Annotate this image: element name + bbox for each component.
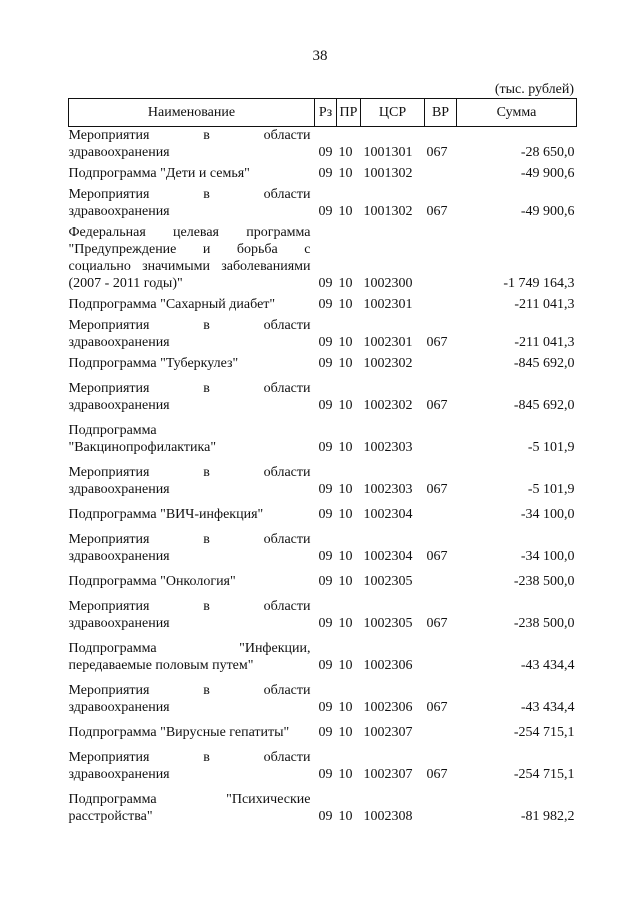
row-csr: 1002306 xyxy=(363,658,413,673)
row-sum: -34 100,0 xyxy=(520,507,575,522)
row-name-line: Подпрограмма "ВИЧ-инфекция" xyxy=(68,507,264,522)
row-csr: 1002305 xyxy=(363,574,413,589)
row-name-line: здравоохранения xyxy=(68,204,170,219)
row-name-line: Подпрограмма "Вирусные гепатиты" xyxy=(68,725,290,740)
row-name-line: Мероприятия в области xyxy=(68,381,311,396)
units-label: (тыс. рублей) xyxy=(494,82,574,97)
row-name-line: Мероприятия в области xyxy=(68,187,311,202)
row-pr: 10 xyxy=(338,700,353,715)
row-name xyxy=(69,161,315,182)
row-rz: 09 xyxy=(318,440,333,455)
row-pr: 10 xyxy=(338,145,353,160)
table-body xyxy=(69,127,577,826)
row-name-line: Подпрограмма xyxy=(68,423,157,438)
row-name xyxy=(69,292,315,313)
row-name-line: "Предупреждение и борьба с xyxy=(68,242,311,257)
header-csr: ЦСР xyxy=(361,99,425,127)
table-row xyxy=(69,741,577,783)
row-name-line: Федеральная целевая программа xyxy=(68,225,311,240)
row-pr: 10 xyxy=(338,398,353,413)
table-row xyxy=(69,161,577,182)
row-vr xyxy=(425,161,457,182)
row-csr: 1002302 xyxy=(363,356,413,371)
row-csr: 1002303 xyxy=(363,440,413,455)
row-sum: -5 101,9 xyxy=(527,482,575,497)
header-vr: ВР xyxy=(425,99,457,127)
row-name-line: передаваемые половым путем" xyxy=(68,658,254,673)
row-vr: 067 xyxy=(426,549,448,564)
row-name xyxy=(69,523,315,565)
row-sum: -81 982,2 xyxy=(520,809,575,824)
row-csr: 1002305 xyxy=(363,616,413,631)
page-number: 38 xyxy=(312,48,328,64)
row-name xyxy=(69,716,315,741)
row-rz: 09 xyxy=(318,658,333,673)
row-sum: -49 900,6 xyxy=(520,166,575,181)
table-row xyxy=(69,523,577,565)
row-pr: 10 xyxy=(338,440,353,455)
row-name-line: Мероприятия в области xyxy=(68,128,311,143)
table-row xyxy=(69,372,577,414)
table-row xyxy=(69,351,577,372)
row-pr: 10 xyxy=(338,809,353,824)
row-vr: 067 xyxy=(426,398,448,413)
row-vr xyxy=(425,351,457,372)
row-rz: 09 xyxy=(318,574,333,589)
table-row xyxy=(69,716,577,741)
header-pr: ПР xyxy=(337,99,361,127)
row-pr: 10 xyxy=(338,356,353,371)
row-name-line: Мероприятия в области xyxy=(68,599,311,614)
row-csr: 1002304 xyxy=(363,507,413,522)
row-csr: 1002306 xyxy=(363,700,413,715)
row-name xyxy=(69,456,315,498)
row-name-line: Мероприятия в области xyxy=(68,318,311,333)
row-name-line: Подпрограмма "Туберкулез" xyxy=(68,356,239,371)
row-vr xyxy=(425,565,457,590)
row-name-line: здравоохранения xyxy=(68,767,170,782)
row-sum: -845 692,0 xyxy=(513,356,575,371)
row-sum: -211 041,3 xyxy=(514,297,575,312)
row-rz: 09 xyxy=(318,616,333,631)
row-name-line: здравоохранения xyxy=(68,549,170,564)
row-rz: 09 xyxy=(318,204,333,219)
budget-table xyxy=(68,98,577,825)
row-name-line: здравоохранения xyxy=(68,145,170,160)
row-csr: 1002302 xyxy=(363,398,413,413)
row-name xyxy=(69,783,315,825)
row-rz: 09 xyxy=(318,809,333,824)
table-row xyxy=(69,182,577,220)
row-sum: -1 749 164,3 xyxy=(503,276,575,291)
row-name-line: расстройства" xyxy=(68,809,153,824)
row-sum: -254 715,1 xyxy=(513,767,575,782)
row-rz: 09 xyxy=(318,700,333,715)
table-row xyxy=(69,674,577,716)
row-name-line: Мероприятия в области xyxy=(68,465,311,480)
table-row xyxy=(69,313,577,351)
row-rz: 09 xyxy=(318,482,333,497)
row-pr: 10 xyxy=(338,725,353,740)
row-vr xyxy=(425,632,457,674)
row-name-line: здравоохранения xyxy=(68,616,170,631)
row-pr: 10 xyxy=(338,166,353,181)
table-row xyxy=(69,456,577,498)
row-vr: 067 xyxy=(426,616,448,631)
row-sum: -34 100,0 xyxy=(520,549,575,564)
row-rz: 09 xyxy=(318,166,333,181)
row-sum: -28 650,0 xyxy=(520,145,575,160)
row-vr: 067 xyxy=(426,204,448,219)
row-pr: 10 xyxy=(338,658,353,673)
row-vr xyxy=(425,783,457,825)
row-vr: 067 xyxy=(426,145,448,160)
row-name xyxy=(69,220,315,292)
row-sum: -49 900,6 xyxy=(520,204,575,219)
row-sum: -238 500,0 xyxy=(513,574,575,589)
row-rz: 09 xyxy=(318,145,333,160)
row-csr: 1001301 xyxy=(363,145,413,160)
table-row xyxy=(69,127,577,162)
row-rz: 09 xyxy=(318,297,333,312)
table-row xyxy=(69,590,577,632)
row-rz: 09 xyxy=(318,507,333,522)
row-name xyxy=(69,313,315,351)
table-row xyxy=(69,292,577,313)
row-pr: 10 xyxy=(338,204,353,219)
row-vr: 067 xyxy=(426,482,448,497)
header-name: Наименование xyxy=(69,99,315,127)
row-pr: 10 xyxy=(338,482,353,497)
row-csr: 1002307 xyxy=(363,767,413,782)
row-name xyxy=(69,182,315,220)
row-csr: 1002301 xyxy=(363,335,413,350)
row-sum: -238 500,0 xyxy=(513,616,575,631)
row-name-line: (2007 - 2011 годы)" xyxy=(68,276,183,291)
row-vr: 067 xyxy=(426,335,448,350)
row-name xyxy=(69,674,315,716)
row-csr: 1002303 xyxy=(363,482,413,497)
row-pr: 10 xyxy=(338,507,353,522)
row-sum: -254 715,1 xyxy=(513,725,575,740)
row-vr xyxy=(425,292,457,313)
header-rz: Рз xyxy=(315,99,337,127)
row-rz: 09 xyxy=(318,549,333,564)
row-csr: 1002307 xyxy=(363,725,413,740)
row-csr: 1002308 xyxy=(363,809,413,824)
header-sum: Сумма xyxy=(457,99,577,127)
row-pr: 10 xyxy=(338,335,353,350)
row-rz: 09 xyxy=(318,398,333,413)
row-sum: -211 041,3 xyxy=(514,335,575,350)
row-csr: 1002300 xyxy=(363,276,413,291)
row-rz: 09 xyxy=(318,356,333,371)
row-vr xyxy=(425,414,457,456)
row-sum: -5 101,9 xyxy=(527,440,575,455)
row-name-line: Мероприятия в области xyxy=(68,532,311,547)
row-name-line: здравоохранения xyxy=(68,482,170,497)
row-sum: -845 692,0 xyxy=(513,398,575,413)
row-name xyxy=(69,590,315,632)
row-rz: 09 xyxy=(318,335,333,350)
table-row xyxy=(69,498,577,523)
row-pr: 10 xyxy=(338,297,353,312)
row-name-line: Подпрограмма "Сахарный диабет" xyxy=(68,297,276,312)
table-header-row xyxy=(69,99,577,127)
row-pr: 10 xyxy=(338,616,353,631)
row-name xyxy=(69,565,315,590)
row-name xyxy=(69,372,315,414)
table-row xyxy=(69,220,577,292)
row-pr: 10 xyxy=(338,767,353,782)
table-row xyxy=(69,565,577,590)
row-rz: 09 xyxy=(318,276,333,291)
row-csr: 1001302 xyxy=(363,166,413,181)
row-sum: -43 434,4 xyxy=(520,658,575,673)
row-vr xyxy=(425,220,457,292)
row-pr: 10 xyxy=(338,276,353,291)
row-name xyxy=(69,741,315,783)
row-pr: 10 xyxy=(338,549,353,564)
row-name xyxy=(69,498,315,523)
row-pr: 10 xyxy=(338,574,353,589)
row-name xyxy=(69,351,315,372)
row-name-line: Подпрограмма "Психические xyxy=(68,792,311,807)
row-name-line: здравоохранения xyxy=(68,700,170,715)
row-name-line: Мероприятия в области xyxy=(68,750,311,765)
row-vr: 067 xyxy=(426,700,448,715)
row-name-line: здравоохранения xyxy=(68,398,170,413)
table-row xyxy=(69,632,577,674)
row-name-line: "Вакцинопрофилактика" xyxy=(68,440,217,455)
row-name-line: здравоохранения xyxy=(68,335,170,350)
row-vr xyxy=(425,498,457,523)
row-csr: 1001302 xyxy=(363,204,413,219)
row-name xyxy=(69,632,315,674)
row-name-line: Подпрограмма "Инфекции, xyxy=(68,641,311,656)
row-name-line: социально значимыми заболеваниями xyxy=(68,259,311,274)
row-name-line: Мероприятия в области xyxy=(68,683,311,698)
table-row xyxy=(69,783,577,825)
row-name xyxy=(69,127,315,162)
row-vr xyxy=(425,716,457,741)
row-name-line: Подпрограмма "Онкология" xyxy=(68,574,236,589)
row-vr: 067 xyxy=(426,767,448,782)
row-sum: -43 434,4 xyxy=(520,700,575,715)
table-row xyxy=(69,414,577,456)
row-rz: 09 xyxy=(318,725,333,740)
row-rz: 09 xyxy=(318,767,333,782)
row-name xyxy=(69,414,315,456)
row-name-line: Подпрограмма "Дети и семья" xyxy=(68,166,250,181)
row-csr: 1002301 xyxy=(363,297,413,312)
row-csr: 1002304 xyxy=(363,549,413,564)
